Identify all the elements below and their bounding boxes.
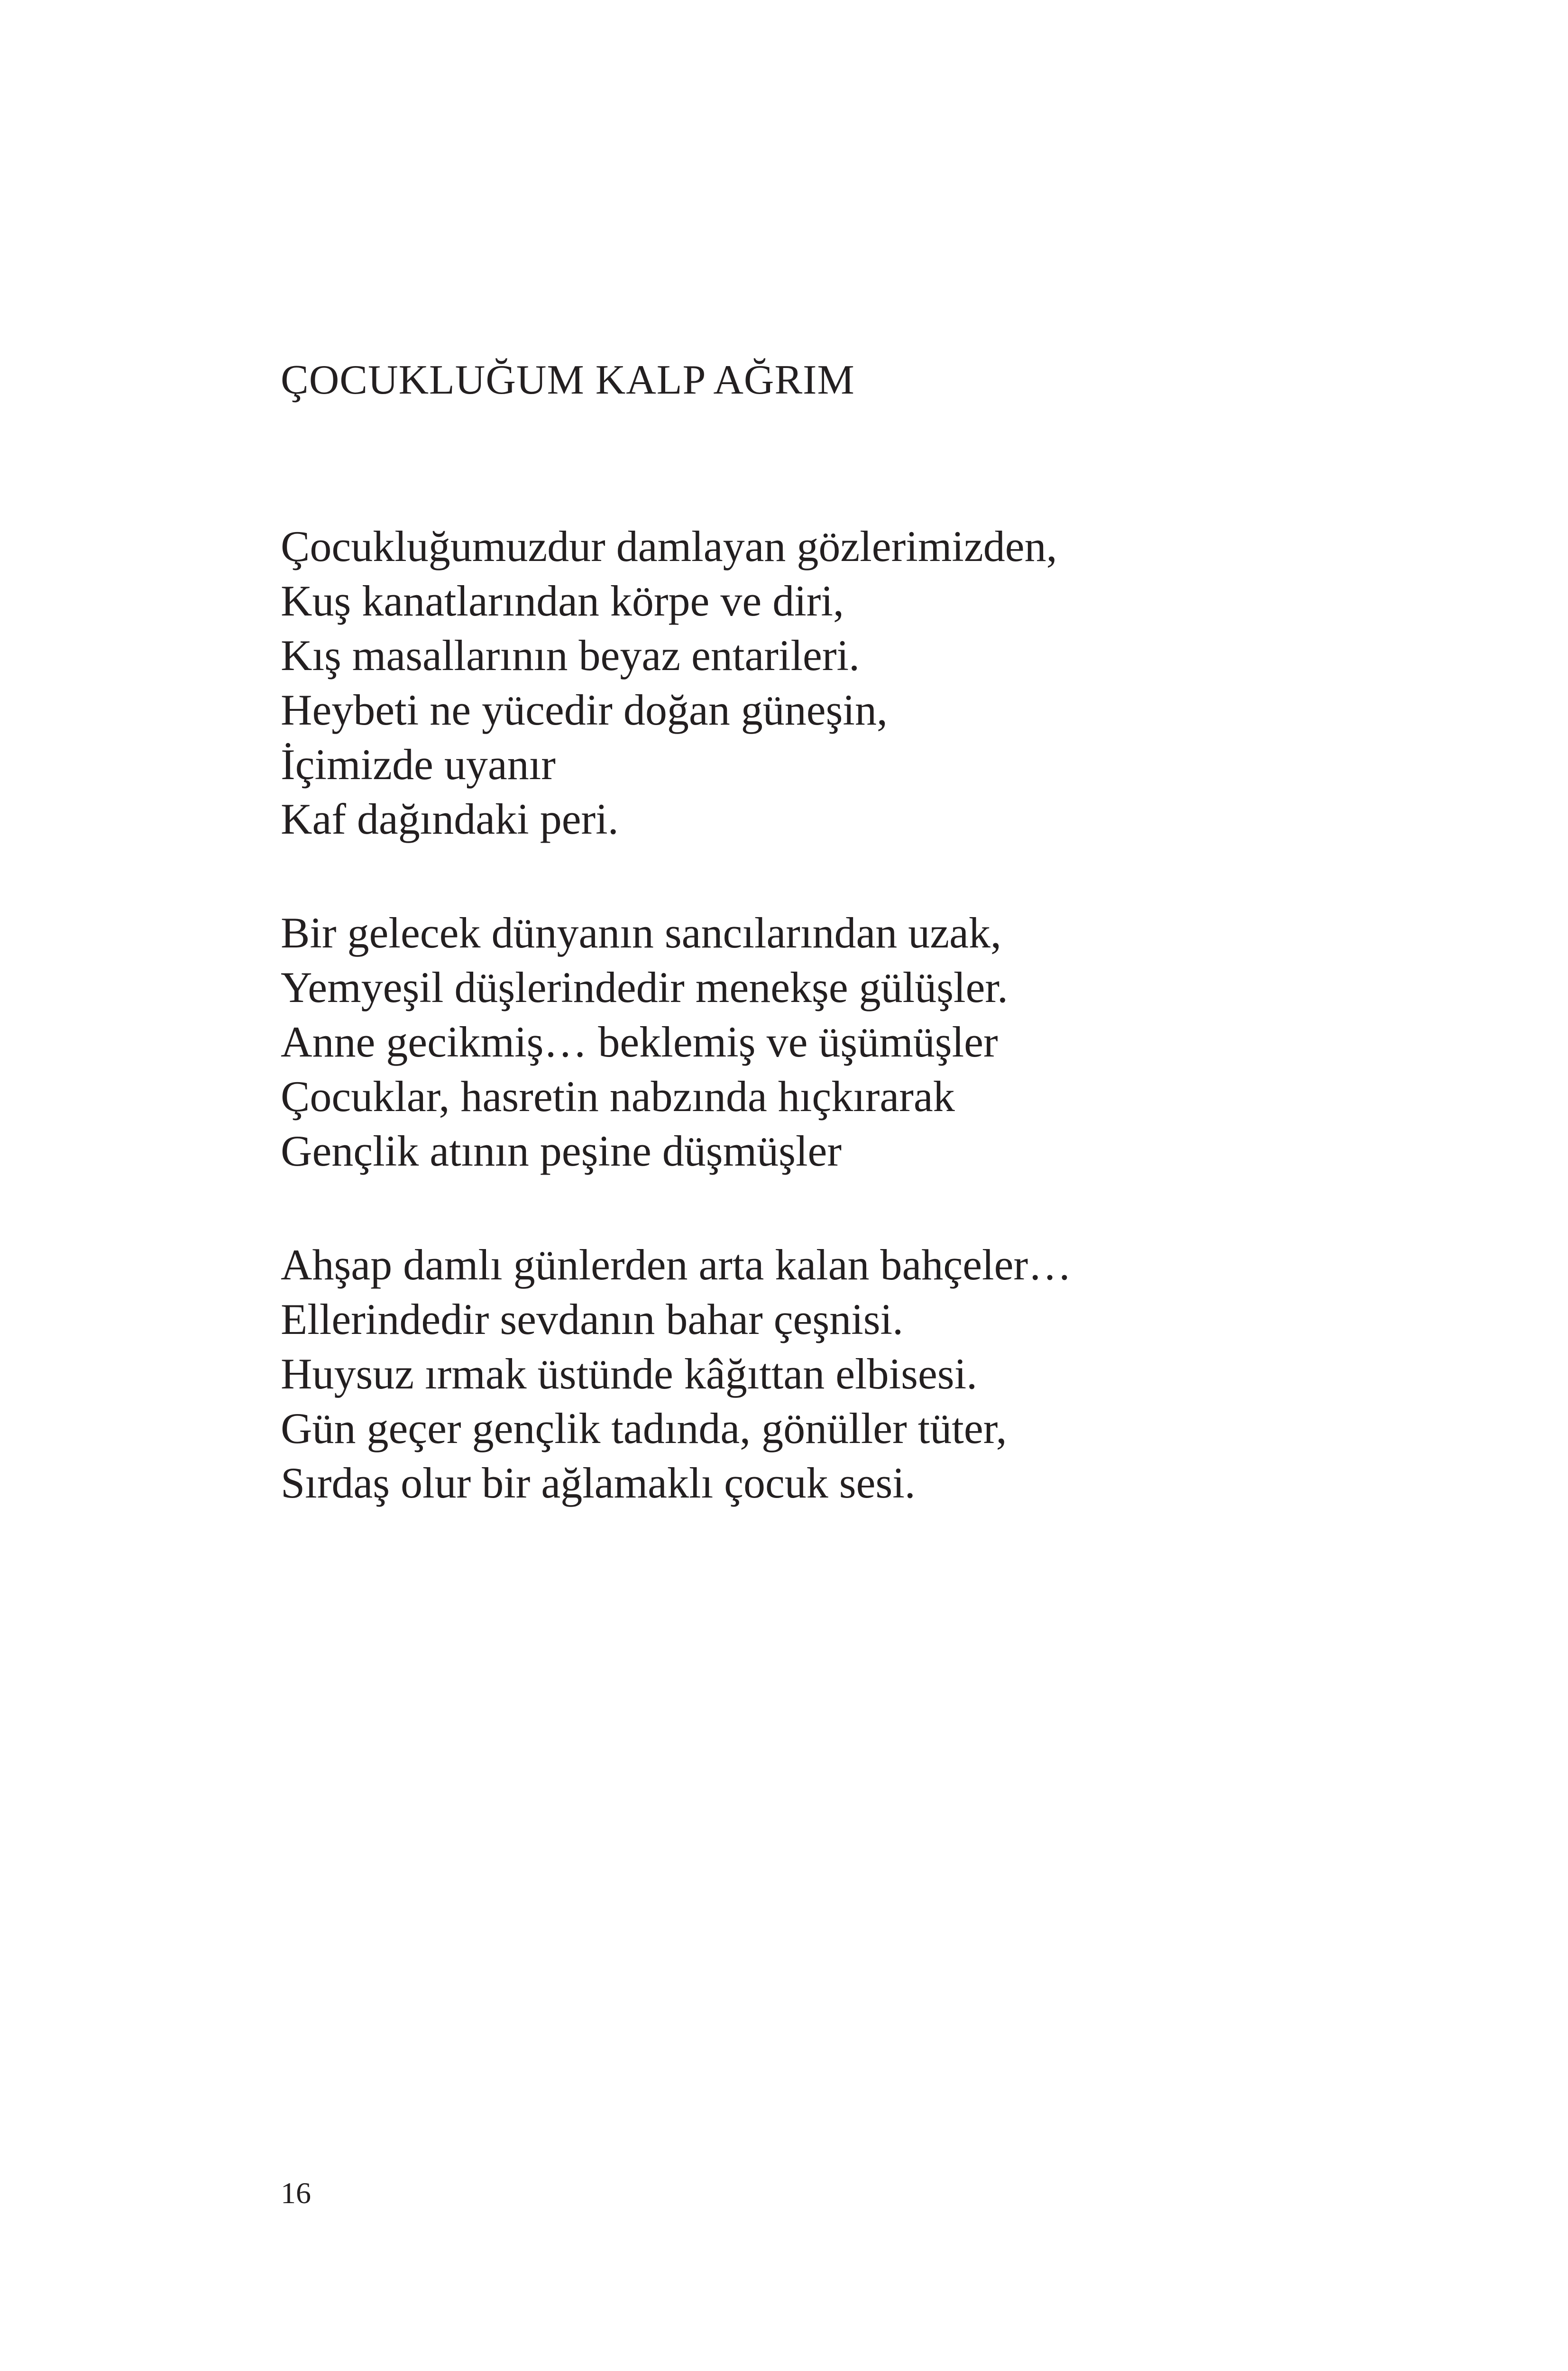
- verse-line: Anne gecikmiş… beklemiş ve üşümüşler: [281, 1018, 998, 1066]
- verse-line: İçimizde uyanır: [281, 740, 556, 789]
- verse-line: Ahşap damlı günlerden arta kalan bahçeler…: [281, 1241, 1072, 1289]
- verse-line: Kaf dağındaki peri.: [281, 795, 619, 843]
- verse-line: Çocuklar, hasretin nabzında hıçkırarak: [281, 1072, 955, 1121]
- stanza-2: [281, 906, 1008, 1178]
- verse-line: Kış masallarının beyaz entarileri.: [281, 631, 860, 680]
- verse-line: Sırdaş olur bir ağlamaklı çocuk sesi.: [281, 1459, 916, 1507]
- verse-line: Bir gelecek dünyanın sancılarından uzak,: [281, 909, 1001, 957]
- verse-line: Heybeti ne yücedir doğan güneşin,: [281, 686, 888, 734]
- verse-line: Gün geçer gençlik tadında, gönüller tüter,: [281, 1404, 1007, 1452]
- page-number: 16: [281, 2176, 311, 2210]
- stanza-3: [281, 1238, 1072, 1510]
- verse-line: Ellerindedir sevdanın bahar çeşnisi.: [281, 1295, 904, 1343]
- verse-line: Çocukluğumuzdur damlayan gözlerimizden,: [281, 522, 1057, 570]
- stanza-1: [281, 519, 1057, 846]
- verse-line: Gençlik atının peşine düşmüşler: [281, 1127, 842, 1175]
- verse-line: Yemyeşil düşlerindedir menekşe gülüşler.: [281, 963, 1008, 1011]
- verse-line: Kuş kanatlarından körpe ve diri,: [281, 577, 844, 625]
- poem-title: ÇOCUKLUĞUM KALP AĞRIM: [281, 357, 855, 403]
- verse-line: Huysuz ırmak üstünde kâğıttan elbisesi.: [281, 1350, 978, 1398]
